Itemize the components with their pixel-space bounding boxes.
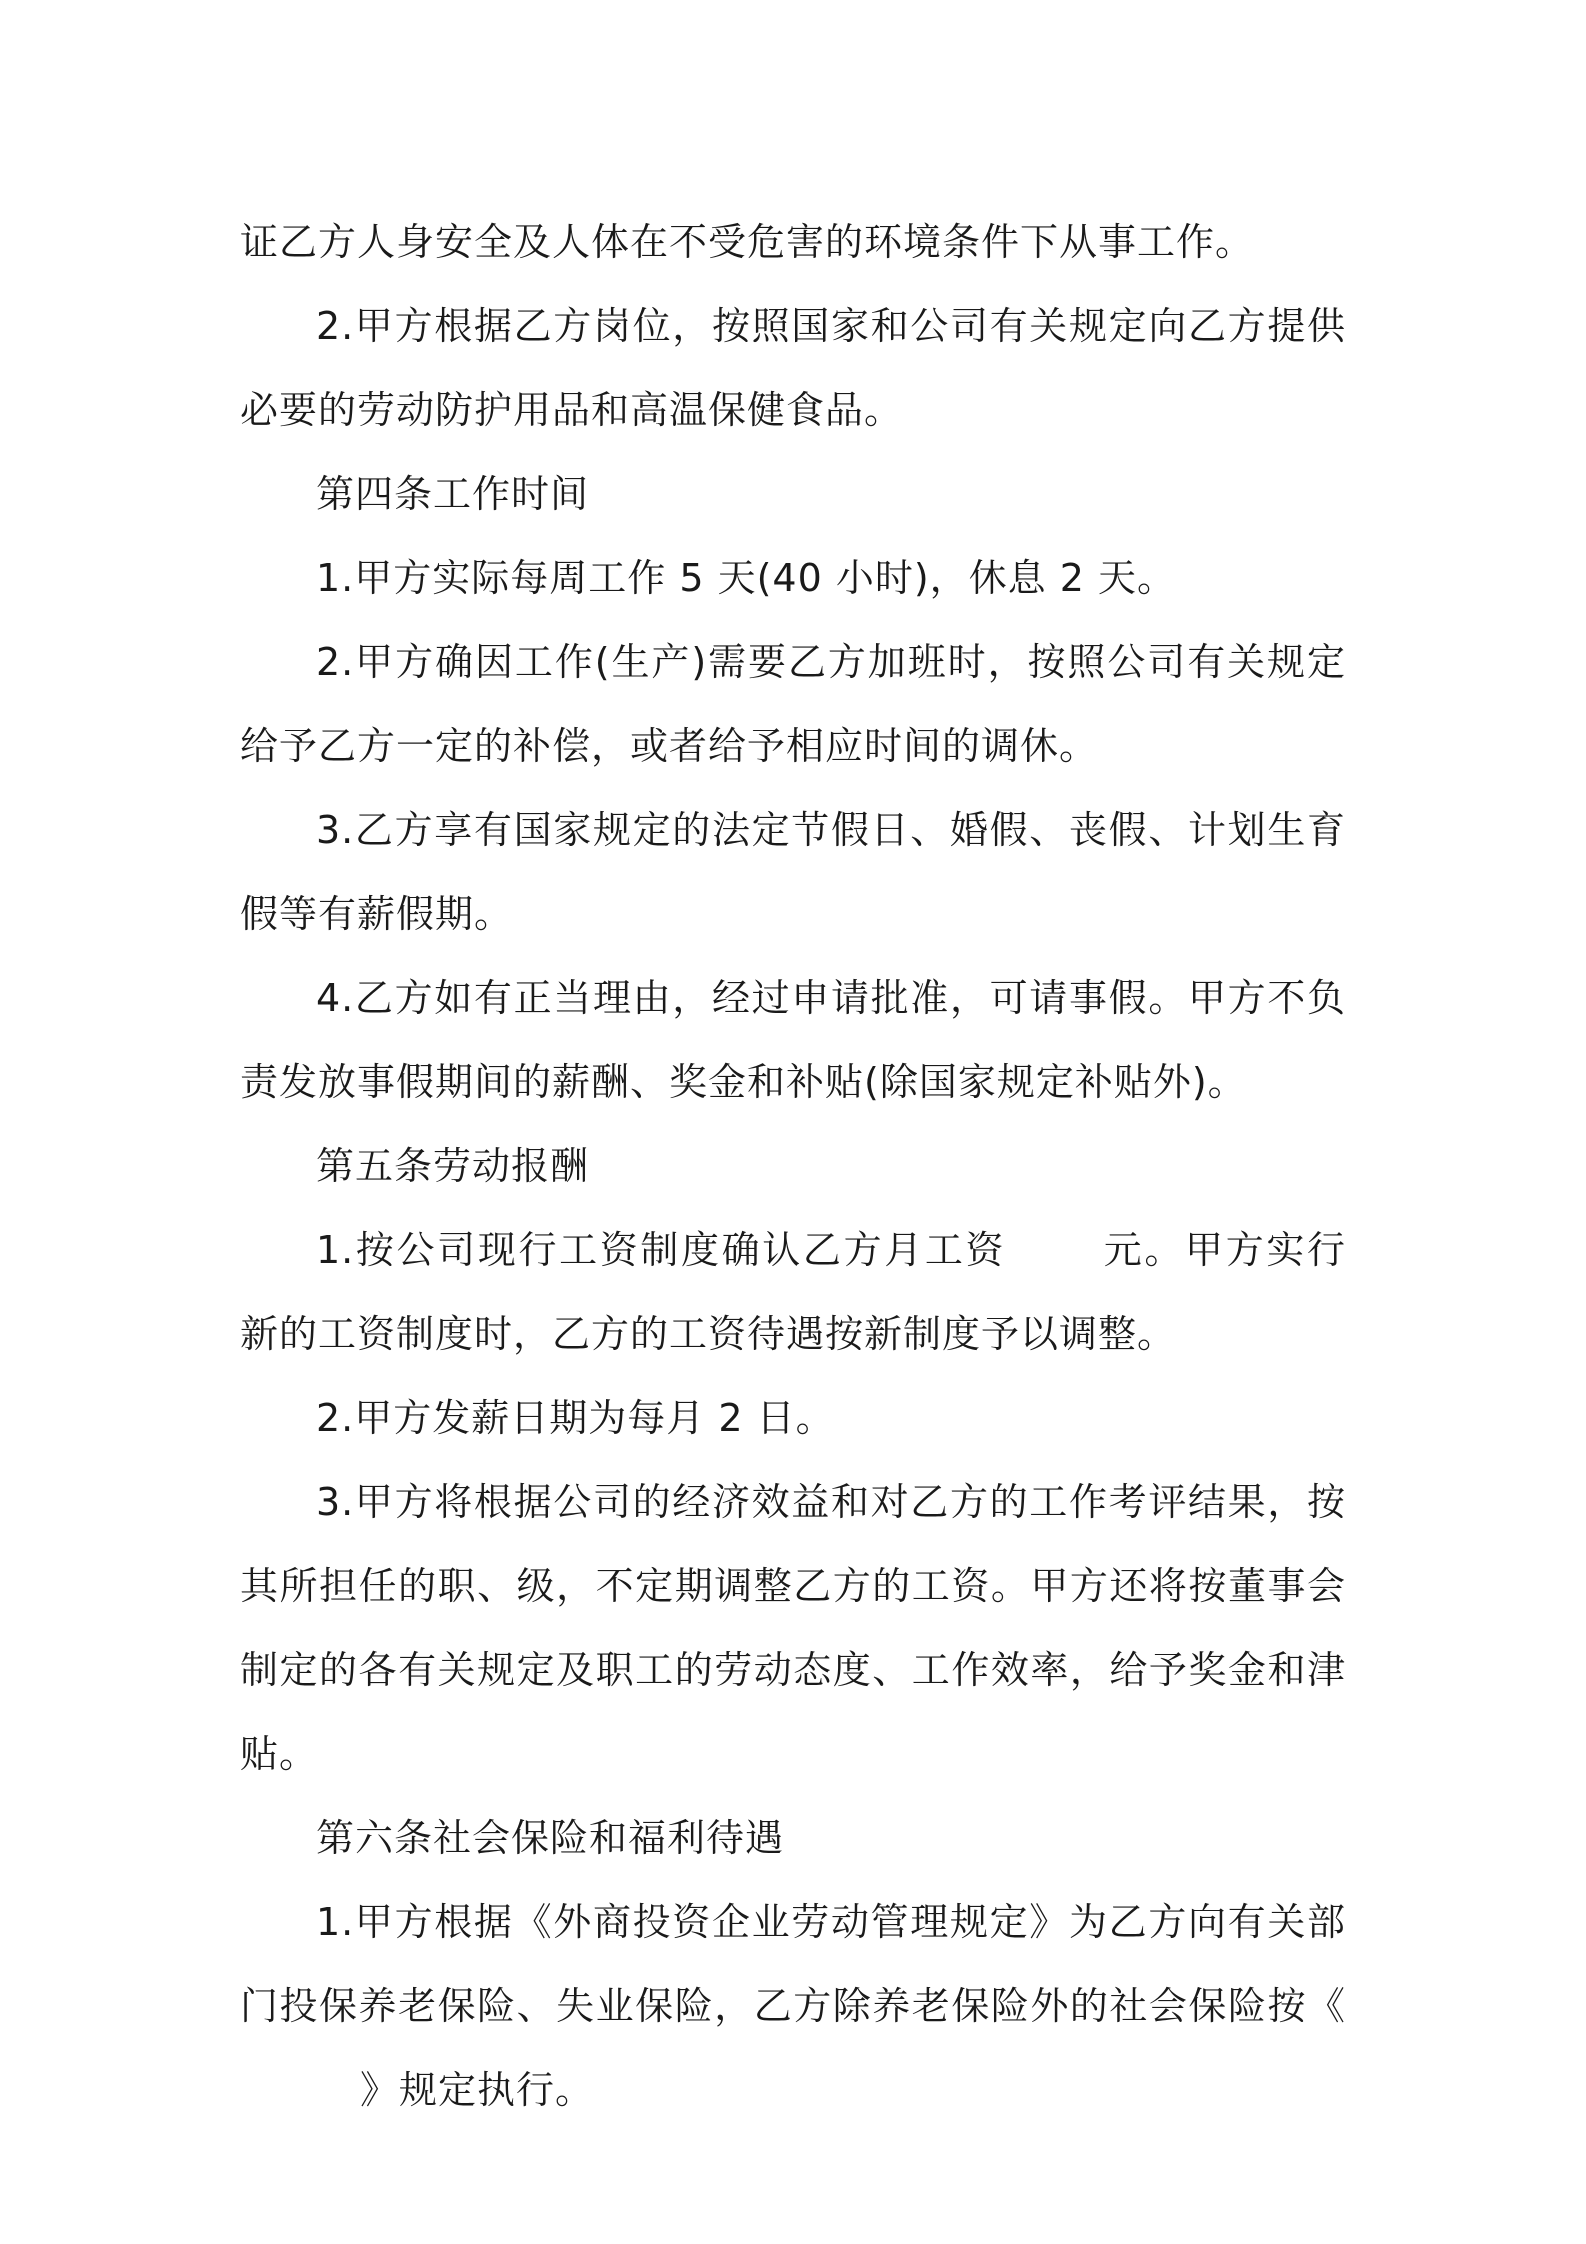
clause-protective-equipment: 2.甲方根据乙方岗位，按照国家和公司有关规定向乙方提供必要的劳动防护用品和高温保健食品。 [240, 304, 1346, 432]
clause-monthly-salary [240, 1208, 1346, 1376]
insurance-text-after: 》规定执行。 [360, 2068, 595, 2112]
clause-paid-holidays: 3.乙方享有国家规定的法定节假日、婚假、丧假、计划生育假等有薪假期。 [240, 808, 1346, 936]
paragraph-continuation: 证乙方人身安全及人体在不受危害的环境条件下从事工作。 [240, 220, 1255, 264]
salary-text-before: 1.按公司现行工资制度确认乙方月工资 [316, 1228, 1007, 1272]
clause-insurance [240, 1880, 1346, 2132]
clause-salary-adjustment: 3.甲方将根据公司的经济效益和对乙方的工作考评结果，按其所担任的职、级，不定期调整乙方的工资。甲方还将按董事会制定的各有关规定及职工的劳动态度、工作效率，给予奖金和津贴。 [240, 1480, 1346, 1776]
clause-personal-leave: 4.乙方如有正当理由，经过申请批准，可请事假。甲方不负责发放事假期间的薪酬、奖金和补贴(除国家规定补贴外)。 [240, 976, 1346, 1104]
section-heading-work-hours: 第四条工作时间 [316, 472, 590, 516]
insurance-text-before: 1.甲方根据《外商投资企业劳动管理规定》为乙方向有关部门投保养老保险、失业保险，乙方除养老保险外的社会保险按《 [240, 1900, 1346, 2028]
clause-overtime: 2.甲方确因工作(生产)需要乙方加班时，按照公司有关规定给予乙方一定的补偿，或者给予相应时间的调休。 [240, 640, 1346, 768]
salary-text-after: 元。甲方实行新的工资制度时，乙方的工资待遇按新制度予以调整。 [240, 1228, 1346, 1356]
section-heading-social-insurance: 第六条社会保险和福利待遇 [316, 1816, 785, 1860]
section-heading-remuneration: 第五条劳动报酬 [316, 1144, 590, 1188]
clause-payday: 2.甲方发薪日期为每月 2 日。 [316, 1396, 835, 1440]
clause-weekly-hours: 1.甲方实际每周工作 5 天(40 小时)，休息 2 天。 [316, 556, 1177, 600]
